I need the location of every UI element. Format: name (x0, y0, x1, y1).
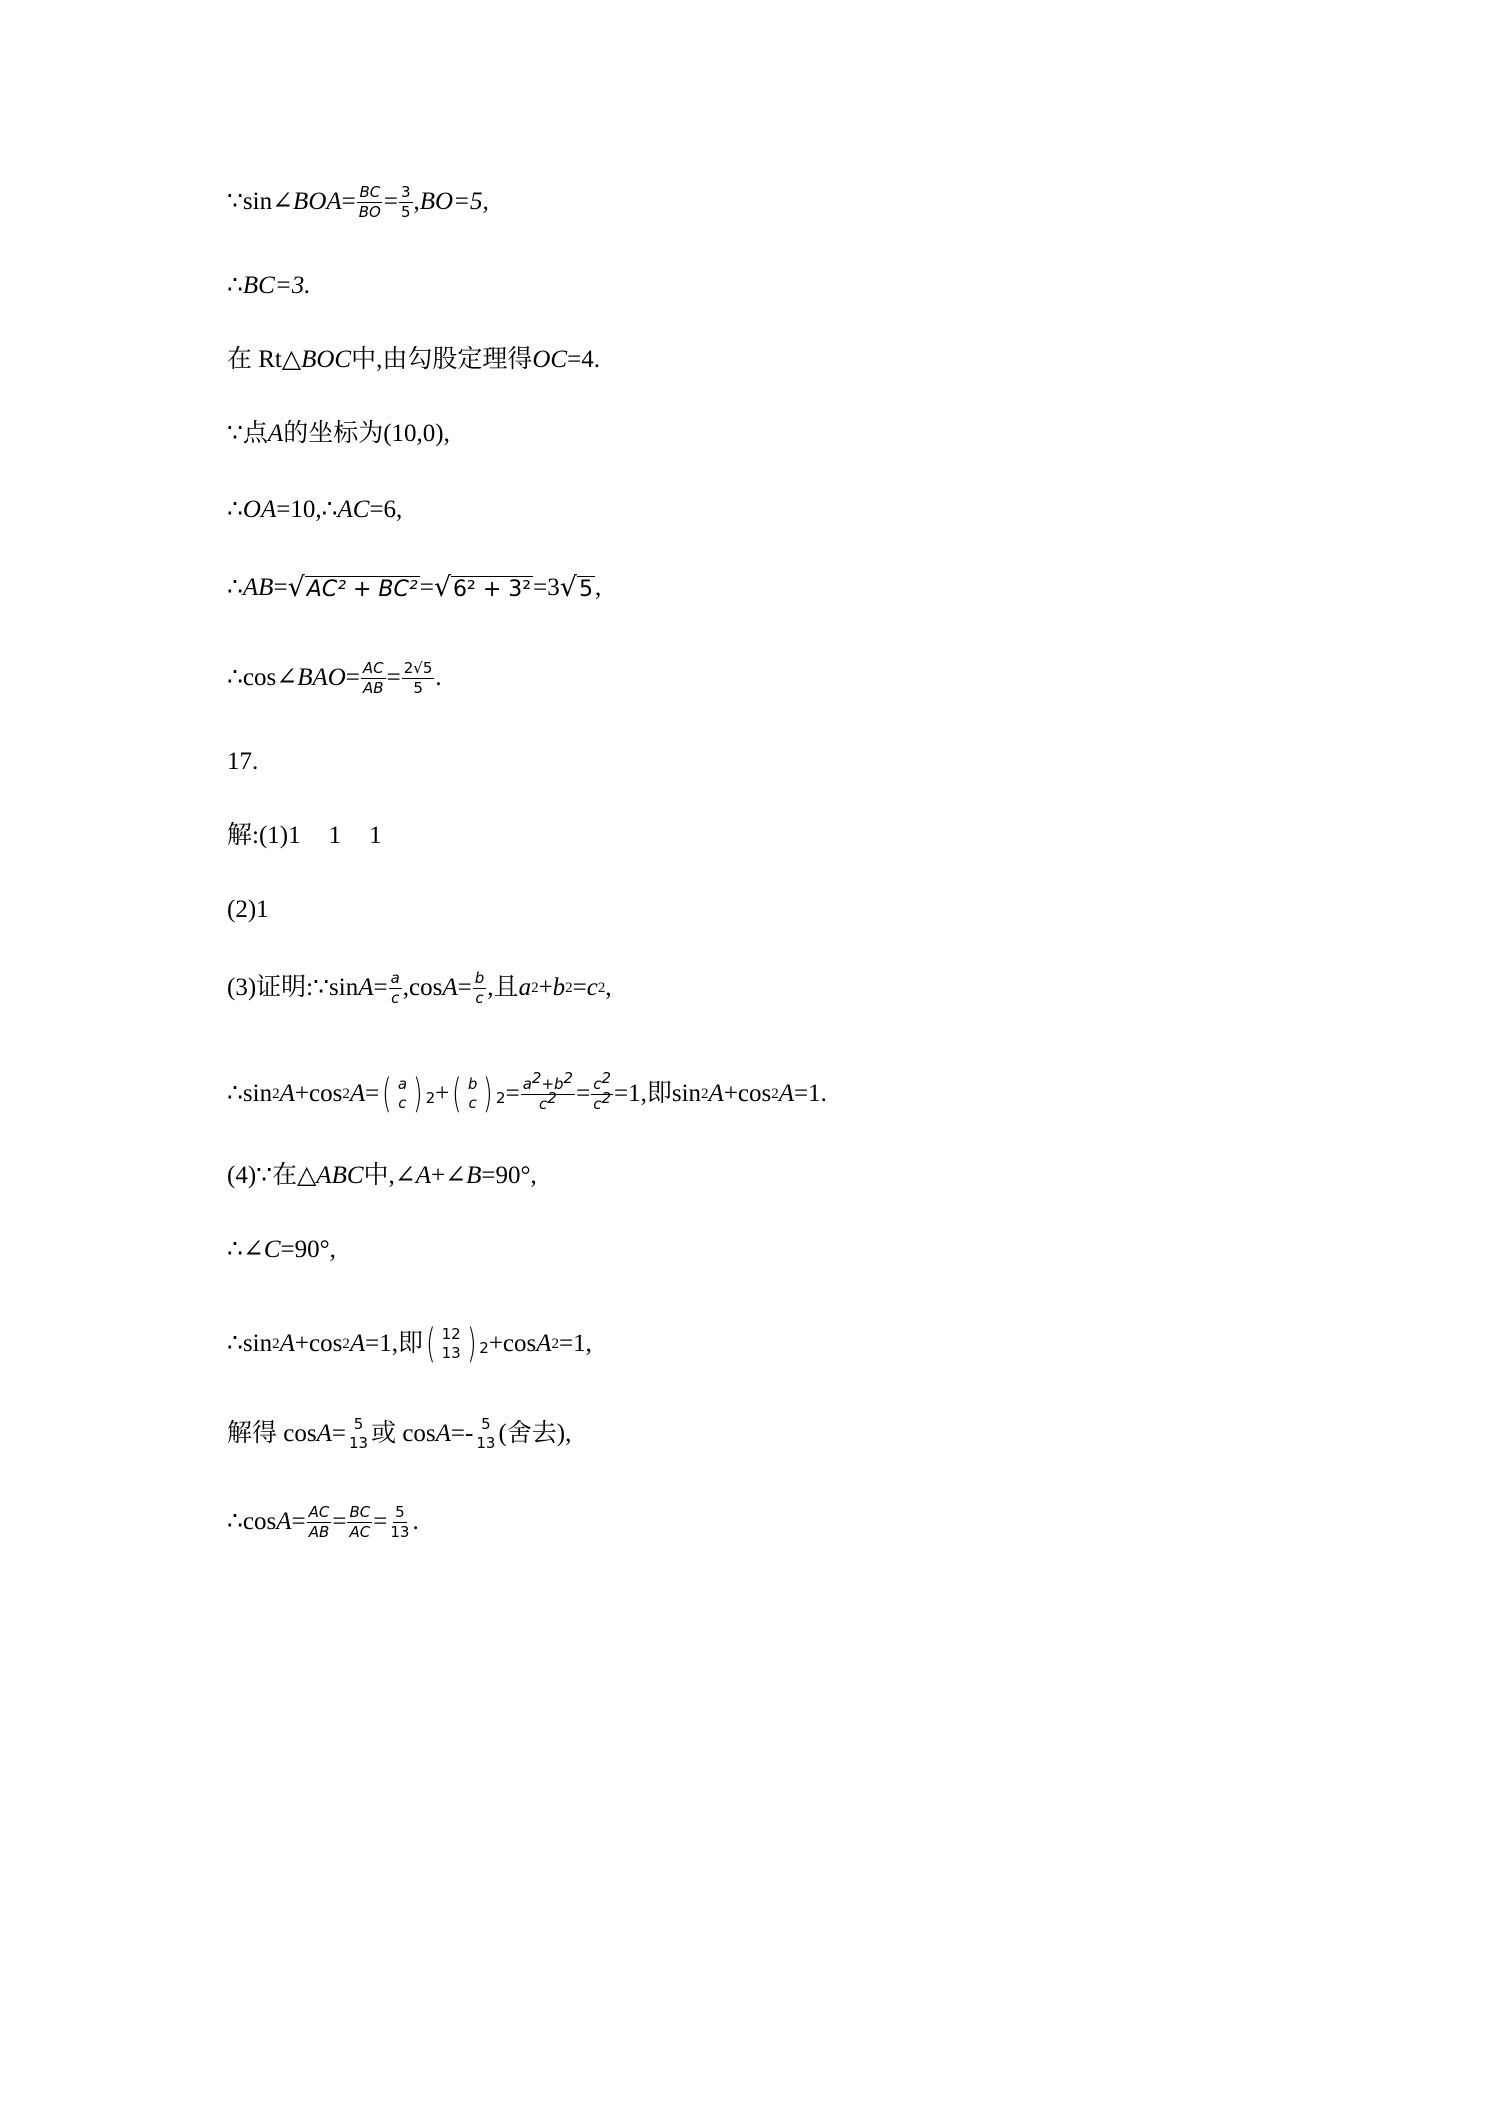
fraction: $\frac{5}{13}$ (390, 1502, 410, 1541)
fraction: $\frac{AC}{AB}$ (362, 658, 384, 697)
line-11: (3)证明: ∵ sin A = $\frac{a}{c}$ , cos A = $\frac{b}{c}$ , 且 a 2 + b 2 = c 2 , (227, 968, 612, 1007)
fraction: $\frac{BC}{AC}$ (349, 1502, 371, 1541)
fraction: $\frac{c^2}{c^2}$ (593, 1068, 611, 1113)
line-1: ∵ sin ∠ BOA = $\frac{BC}{BO}$ = $\frac{3}{5}$ , BO=5, (227, 182, 489, 221)
line-4: ∵ 点 A 的坐标为(10,0), (227, 420, 450, 447)
line-10: (2)1 (227, 896, 269, 923)
line-17: ∴ cos A = $\frac{AC}{AB}$ = $\frac{BC}{AC}$ = $\frac{5}{13}$ . (227, 1502, 419, 1541)
parenthesized-fraction: ( a c ) (382, 1071, 423, 1117)
parenthesized-fraction: ( b c ) (452, 1071, 493, 1117)
line-6: ∴ AB = √ AC² + BC² = √ 6² + 3² =3 √ 5 , (227, 572, 602, 603)
square-root: √ 6² + 3² (433, 572, 532, 603)
square-root: √ 5 (559, 572, 593, 603)
line-12: ∴ sin 2 A + cos 2 A = ( a c ) 2 + ( b c ) 2 = $\frac{a^2+b^2}{c^2}$ = $\frac{c^2}{c^2}$ =1,即 sin 2 A + cos 2 A = 1 . (227, 1068, 827, 1117)
square-root: √ AC² + BC² (287, 572, 418, 603)
fraction: $\frac{3}{5}$ (400, 182, 411, 221)
line-16: 解得 cos A = 5 13 或 cos A =- 5 13 (舍去), (227, 1415, 572, 1452)
line-3: 在 Rt△ BOC 中,由勾股定理得 OC =4. (227, 346, 600, 373)
fraction: $\frac{AC}{AB}$ (308, 1502, 330, 1541)
question-number: 17. (227, 748, 259, 775)
parenthesized-fraction: ( 12 13 ) (426, 1321, 477, 1367)
fraction: $\frac{a}{c}$ (390, 968, 400, 1007)
fraction: $\frac{BC}{BO}$ (358, 182, 381, 221)
line-2: ∴ BC=3. (227, 272, 311, 299)
because-symbol: ∵ (227, 188, 243, 215)
line-9: 解:(1)1 1 1 (227, 822, 382, 849)
line-7: ∴ cos ∠ BAO = $\frac{AC}{AB}$ = $\frac{2√5}{5}$ . (227, 658, 442, 697)
fraction: $\frac{2√5}{5}$ (403, 658, 433, 697)
line-13: (4) ∵ 在△ ABC 中, ∠ A + ∠ B =90°, (227, 1162, 537, 1189)
line-5: ∴ OA =10, ∴ AC =6, (227, 496, 403, 523)
fraction: 5 13 (476, 1415, 496, 1452)
fraction: $\frac{b}{c}$ (474, 968, 485, 1007)
line-14: ∴ ∠ C =90°, (227, 1236, 336, 1263)
line-15: ∴ sin 2 A + cos 2 A =1,即 ( 12 13 ) 2 + cos A 2 =1, (227, 1321, 592, 1367)
fraction: 5 13 (348, 1415, 369, 1452)
fraction: $\frac{a^2+b^2}{c^2}$ (522, 1068, 574, 1113)
